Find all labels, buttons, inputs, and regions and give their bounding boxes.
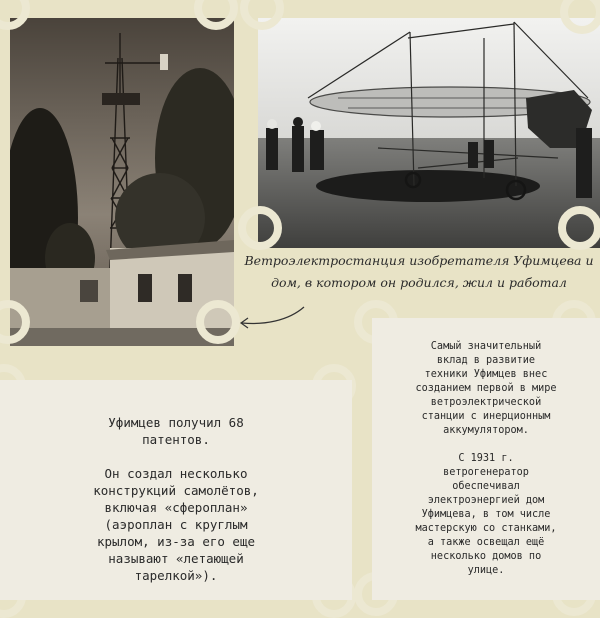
caption-line-2: дом, в котором он родился, жил и работал <box>271 275 567 290</box>
spheroplane-photo <box>258 18 600 248</box>
corner-ornament <box>196 300 240 344</box>
contribution-text: Самый значительный вклад в развитие техники Уфимцев внес созданием первой в мире ветроэлектрической станции с инерционным аккумулятором. <box>415 341 557 436</box>
wind-station-photo <box>10 18 234 346</box>
aircraft-text: Он создал несколько конструкций самолётов, включая «сфероплан» (аэроплан с круглым крылом, из-за его еще называют «летающей тарелкой»). <box>93 466 259 583</box>
wind-station-info-panel <box>372 318 600 600</box>
caption-line-1: Ветроэлектростанция изобретателя Уфимцева и <box>244 253 594 268</box>
corner-ornament <box>238 206 282 250</box>
patents-text: Уфимцев получил 68 патентов. <box>108 415 244 447</box>
patents-info-panel <box>0 380 352 600</box>
photo-caption <box>238 250 600 294</box>
curved-arrow-icon <box>236 303 308 331</box>
generator-text: С 1931 г. ветрогенератор обеспечивал электроэнергией дом Уфимцева, в том числе мастерскую со станками, а также освещал ещё несколько домов по улице. <box>415 453 557 576</box>
corner-ornament <box>558 206 600 250</box>
